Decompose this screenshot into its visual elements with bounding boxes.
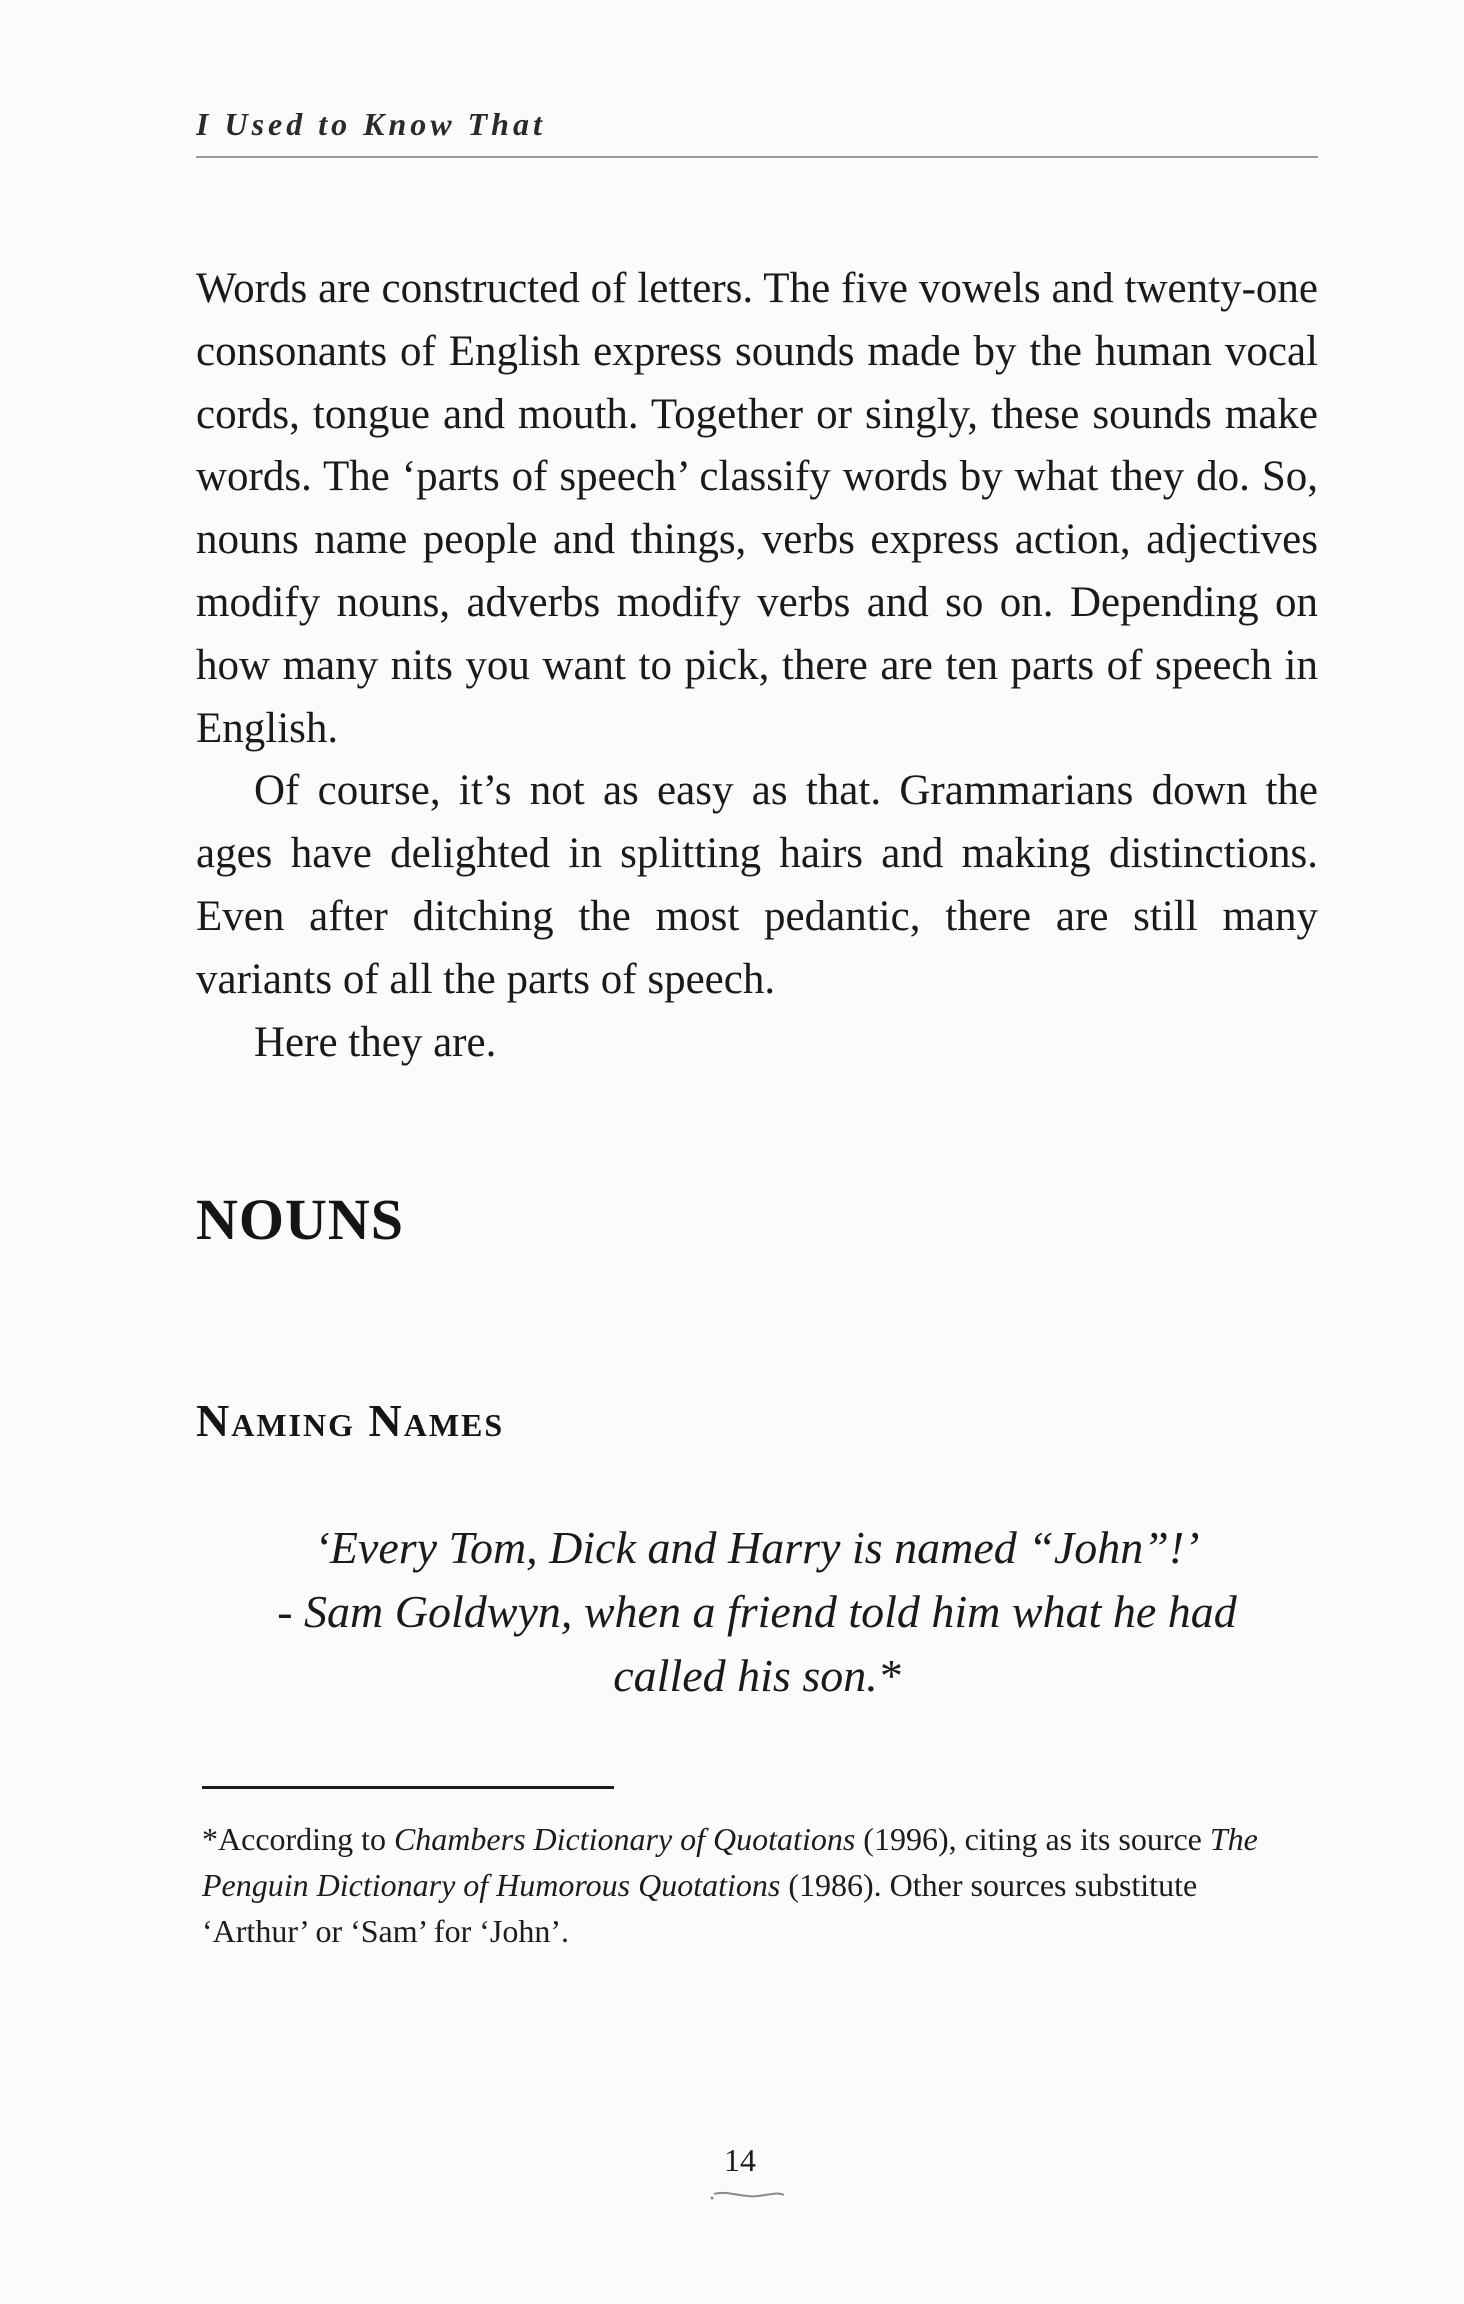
- footnote-text: (1996), citing as its source: [855, 1821, 1210, 1857]
- epigraph: [196, 1516, 1318, 1708]
- header-rule: [196, 156, 1318, 158]
- body-text: [196, 258, 1318, 1074]
- footnote: [202, 1816, 1282, 1954]
- section-heading: NOUNS: [196, 1187, 405, 1252]
- footnote-book-title: The Penguin Dictionary of Humorous Quotations: [202, 1821, 1258, 1903]
- footnote-text: *According to: [202, 1821, 394, 1857]
- epigraph-attribution-continued: called his son.*: [613, 1650, 901, 1701]
- body-paragraph: Here they are.: [254, 1018, 497, 1066]
- footnote-text: (1986). Other sources substitute ‘Arthur’ or ‘Sam’ for ‘John’.: [202, 1867, 1198, 1949]
- footnote-book-title: Chambers Dictionary of Quotations: [393, 1821, 856, 1857]
- page-number: 14: [724, 2142, 756, 2178]
- print-smudge: [708, 2186, 788, 2206]
- footnote-rule: [202, 1786, 614, 1789]
- subsection-heading: Naming Names: [196, 1395, 505, 1446]
- epigraph-quote: ‘Every Tom, Dick and Harry is named “John”!’: [314, 1522, 1200, 1573]
- running-head: I Used to Know That: [196, 106, 546, 142]
- body-paragraph: Words are constructed of letters. The five vowels and twenty-one consonants of English express sounds made by the human vocal cords, tongue and mouth. Together or singly, these sounds make words. The ‘parts of speech’ classify words by what they do. So, nouns name people and things, verbs express action, adjectives modify nouns, adverbs modify verbs and so on. Depending on how many nits you want to pick, there are ten parts of speech in English.: [196, 265, 1318, 752]
- body-paragraph: Of course, it’s not as easy as that. Grammarians down the ages have delighted in splitting hairs and making distinctions. Even after ditching the most pedantic, there are still many variants of all the parts of speech.: [196, 767, 1318, 1003]
- epigraph-attribution: - Sam Goldwyn, when a friend told him what he had: [277, 1586, 1237, 1637]
